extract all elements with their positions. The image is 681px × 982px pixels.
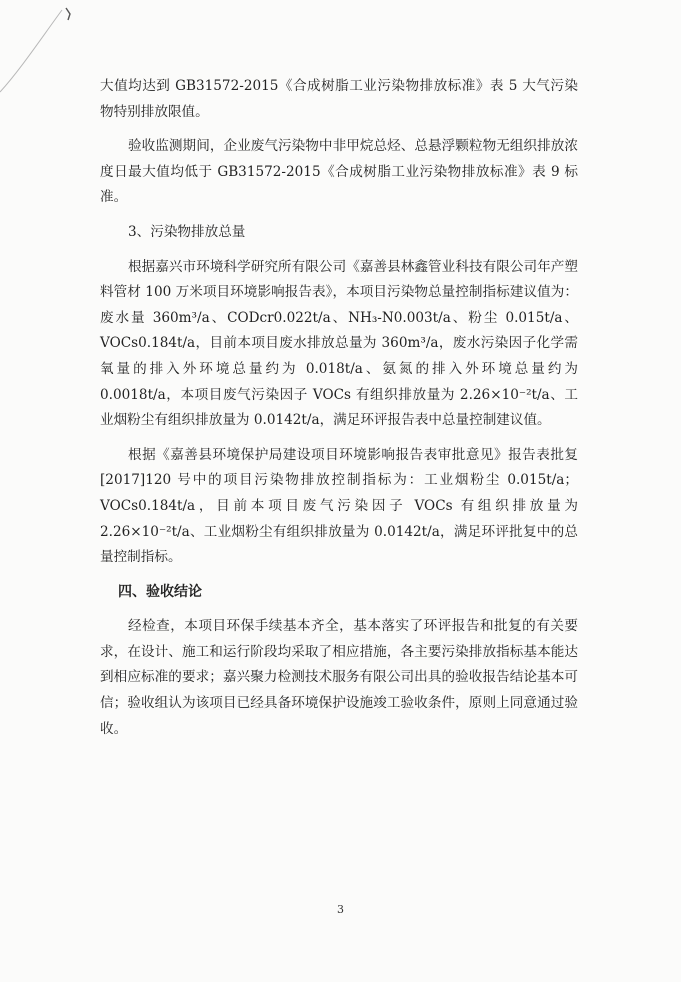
paragraph-unorganized-emission: 验收监测期间，企业废气污染物中非甲烷总烃、总悬浮颗粒物无组织排放浓度日最大值均低于 GB31572-2015《合成树脂工业污染物排放标准》表 9 标准。: [100, 138, 578, 206]
scan-mark-decoration: [0, 0, 90, 100]
document-page: [100, 74, 578, 742]
paragraph-approval-indicators: 根据《嘉善县环境保护局建设项目环境影响报告表审批意见》报告表批复[2017]120 号中的项目污染物排放控制指标为：工业烟粉尘 0.015t/a；VOCs0.184t/a，目前本项目废气污染因子 VOCs 有组织排放量为 2.26×10⁻²t/a、工业烟粉尘有组织排放量为 0.0142t/a，满足环评批复中的总量控制指标。: [100, 446, 578, 566]
section-3-title: 3、污染物排放总量: [128, 223, 246, 240]
paragraph-acceptance-conclusion: 经检查，本项目环保手续基本齐全，基本落实了环评报告和批复的有关要求，在设计、施工和运行阶段均采取了相应措施，各主要污染排放指标基本能达到相应标准的要求；嘉兴聚力检测技术服务有限公司出具的验收报告结论基本可信；验收组认为该项目已经具备环境保护设施竣工验收条件，原则上同意通过验收。: [100, 618, 578, 737]
paragraph-emission-limit: 大值均达到 GB31572-2015《合成树脂工业污染物排放标准》表 5 大气污染物特别排放限值。: [100, 78, 578, 120]
page-number: 3: [337, 903, 344, 916]
section-4-title: 四、验收结论: [118, 583, 202, 600]
paragraph-total-emission-control: 根据嘉兴市环境科学研究所有限公司《嘉善县林鑫管业科技有限公司年产塑料管材 100 万米项目环境影响报告表》，本项目污染物总量控制指标建议值为：废水量 360m³/a、CODcr0.022t/a、NH₃-N0.003t/a、粉尘 0.015t/a、VOCs0.184t/a，目前本项目废水排放总量为 360m³/a，废水污染因子化学需氧量的排入外环境总量约为 0.018t/a、氨氮的排入外环境总量约为 0.0018t/a，本项目废气污染因子 VOCs 有组织排放量为 2.26×10⁻²t/a、工业烟粉尘有组织排放量为 0.0142t/a，满足环评报告表中总量控制建议值。: [100, 258, 578, 429]
